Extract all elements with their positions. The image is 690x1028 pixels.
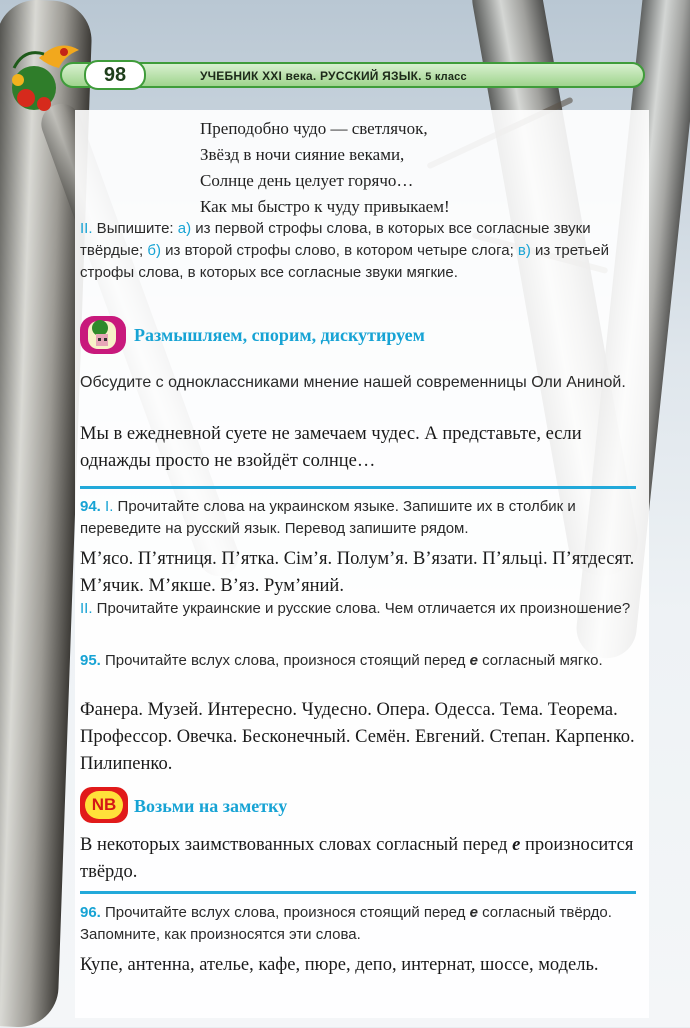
task-text: Выпишите: [92,220,178,237]
note-text-part: В некоторых заимствованных словах согласный перед [80,835,513,855]
exercise-number: 95. [80,652,101,669]
exercise-96 [80,902,636,946]
subject-title: РУССКИЙ ЯЗЫК. [320,69,422,83]
exercise-text: согласный мягко. [477,652,603,669]
letter-e: е [469,904,478,921]
section-title: Возьми на заметку [134,796,288,816]
nb-note-icon: NB [80,787,128,823]
header-title [200,67,467,85]
ukrainian-words: М’ясо. П’ятниця. П’ятка. Сім’я. Полум’я. В’язати. П’яльці. П’ятдесят. М’ячик. М’якше. В’яз. Рум’яний. [80,549,635,596]
exercise-number: 94. [80,498,101,515]
divider [80,486,636,489]
note-text [80,832,636,886]
task-text: из третьей строфы слова, в которых все согласные звуки мягкие. [80,242,609,281]
exercise-number: 96. [80,904,101,921]
thinking-face-icon [80,316,126,354]
task-ii [80,218,636,284]
poem-line: Преподобно чудо — светлячок, [200,119,428,138]
poem-line: Звёзд в ночи сияние веками, [200,145,405,164]
task-option-v: в) [517,242,531,259]
letter-e: е [512,835,521,855]
grade-label: 5 класс [425,71,467,83]
part-marker: I. [105,498,114,515]
task-marker: II. [80,220,93,237]
task-option-a: а) [177,220,192,237]
book-title: УЧЕБНИК XXI века. [200,69,317,83]
exercise-95-words: Фанера. Музей. Интересно. Чудесно. Опера. Одесса. Тема. Теорема. Профессор. Овечка. Бесконечный. Семён. Евгений. Степан. Карпенко. Пилипенко. [80,700,635,774]
letter-e: е [469,652,478,669]
discuss-quote: Мы в ежедневной суете не замечаем чудес. А представьте, если однажды просто не взойдёт солнце… [80,424,582,471]
exercise-text: Прочитайте вслух слова, произнося стоящий перед [100,652,470,669]
exercise-96-words: Купе, антенна, ателье, кафе, пюре, депо, интернат, шоссе, модель. [80,955,599,975]
exercise-95 [80,650,636,672]
exercise-text: Прочитайте украинские и русские слова. Чем отличается их произношение? [92,600,631,617]
note-text-part: произносится твёрдо. [80,835,634,882]
divider [80,891,636,894]
poem [200,116,650,220]
part-marker: II. [80,600,93,617]
page-number: 98 [84,60,146,90]
exercise-text: Прочитайте вслух слова, произнося стоящий перед [100,904,470,921]
task-text: из первой строфы слова, в которых все согласные звуки твёрдые; [80,220,591,259]
exercise-94-part2 [80,598,636,620]
poem-line: Как мы быстро к чуду привыкаем! [200,197,450,216]
exercise-94 [80,496,636,540]
section-title: Размышляем, спорим, дискутируем [134,325,425,345]
exercise-text: согласный твёрдо. Запомните, как произносятся эти слова. [80,904,612,943]
discuss-text: Обсудите с одноклассниками мнение нашей современницы Оли Аниной. [80,374,626,391]
poem-line: Солнце день целует горячо… [200,171,414,190]
task-option-b: б) [147,242,161,259]
task-text: из второй строфы слово, в котором четыре слога; [160,242,518,259]
exercise-text: Прочитайте слова на украинском языке. Запишите их в столбик и переведите на русский язык. Перевод запишите рядом. [80,498,576,537]
